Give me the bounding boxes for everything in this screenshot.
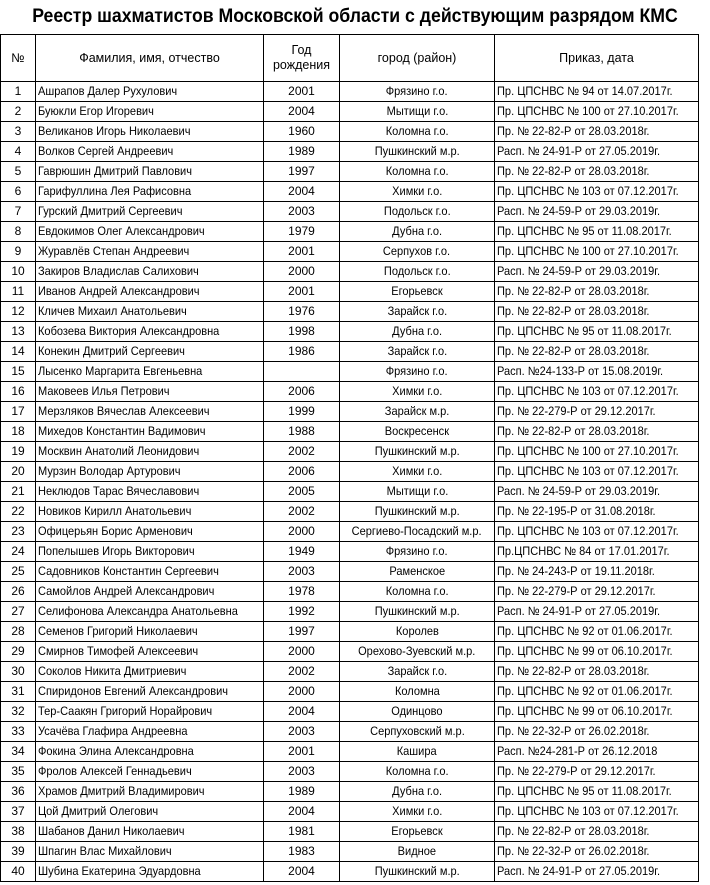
player-name: Гаврюшин Дмитрий Павлович — [36, 162, 264, 182]
birth-year: 1986 — [264, 342, 340, 362]
player-name: Смирнов Тимофей Алексеевич — [36, 642, 264, 662]
city-district: Орехово-Зуевский м.р. — [340, 642, 495, 662]
table-row — [1, 502, 699, 522]
city-district: Мытищи г.о. — [340, 102, 495, 122]
city-district: Дубна г.о. — [340, 322, 495, 342]
table-row — [1, 202, 699, 222]
table-row — [1, 302, 699, 322]
order-reference: Расп. № 24-59-Р от 29.03.2019г. — [495, 262, 699, 282]
player-name: Кличев Михаил Анатольевич — [36, 302, 264, 322]
order-reference: Пр. ЦПСНВС № 103 от 07.12.2017г. — [495, 382, 699, 402]
order-reference: Пр. ЦПСНВС № 103 от 07.12.2017г. — [495, 462, 699, 482]
order-reference: Пр. № 22-82-Р от 28.03.2018г. — [495, 662, 699, 682]
city-district: Зарайск г.о. — [340, 342, 495, 362]
city-district: Егорьевск — [340, 822, 495, 842]
birth-year: 2002 — [264, 662, 340, 682]
birth-year: 2003 — [264, 562, 340, 582]
birth-year: 2003 — [264, 762, 340, 782]
row-number: 34 — [1, 742, 36, 762]
birth-year: 2002 — [264, 442, 340, 462]
birth-year: 2004 — [264, 702, 340, 722]
order-reference: Расп. №24-281-Р от 26.12.2018 — [495, 742, 699, 762]
player-name: Москвин Анатолий Леонидович — [36, 442, 264, 462]
row-number: 23 — [1, 522, 36, 542]
row-number: 5 — [1, 162, 36, 182]
order-reference: Пр. ЦПСНВС № 103 от 07.12.2017г. — [495, 802, 699, 822]
birth-year: 1997 — [264, 622, 340, 642]
table-row — [1, 262, 699, 282]
table-row — [1, 742, 699, 762]
row-number: 15 — [1, 362, 36, 382]
table-row — [1, 282, 699, 302]
order-reference: Пр. № 22-82-Р от 28.03.2018г. — [495, 162, 699, 182]
row-number: 35 — [1, 762, 36, 782]
city-district: Химки г.о. — [340, 462, 495, 482]
player-name: Ашрапов Далер Рухулович — [36, 82, 264, 102]
order-reference: Расп. № 24-91-Р от 27.05.2019г. — [495, 862, 699, 882]
player-name: Спиридонов Евгений Александрович — [36, 682, 264, 702]
player-name: Закиров Владислав Салихович — [36, 262, 264, 282]
city-district: Коломна г.о. — [340, 122, 495, 142]
row-number: 6 — [1, 182, 36, 202]
birth-year: 1979 — [264, 222, 340, 242]
birth-year: 1976 — [264, 302, 340, 322]
table-row — [1, 342, 699, 362]
birth-year: 2006 — [264, 382, 340, 402]
table-row — [1, 122, 699, 142]
order-reference: Расп. № 24-91-Р от 27.05.2019г. — [495, 602, 699, 622]
row-number: 24 — [1, 542, 36, 562]
order-reference: Пр. ЦПСНВС № 95 от 11.08.2017г. — [495, 782, 699, 802]
row-number: 11 — [1, 282, 36, 302]
table-row — [1, 142, 699, 162]
table-row — [1, 442, 699, 462]
player-name: Шабанов Данил Николаевич — [36, 822, 264, 842]
table-header-row — [1, 35, 699, 82]
table-row — [1, 462, 699, 482]
birth-year: 2004 — [264, 802, 340, 822]
player-name: Великанов Игорь Николаевич — [36, 122, 264, 142]
city-district: Серпухов г.о. — [340, 242, 495, 262]
table-row — [1, 822, 699, 842]
row-number: 21 — [1, 482, 36, 502]
row-number: 4 — [1, 142, 36, 162]
city-district: Химки г.о. — [340, 802, 495, 822]
order-reference: Пр. ЦПСНВС № 92 от 01.06.2017г. — [495, 682, 699, 702]
table-row — [1, 222, 699, 242]
order-reference: Расп. №24-133-Р от 15.08.2019г. — [495, 362, 699, 382]
row-number: 32 — [1, 702, 36, 722]
table-row — [1, 102, 699, 122]
birth-year: 2001 — [264, 742, 340, 762]
city-district: Химки г.о. — [340, 182, 495, 202]
birth-year: 1978 — [264, 582, 340, 602]
city-district: Пушкинский м.р. — [340, 862, 495, 882]
order-reference: Пр. ЦПСНВС № 95 от 11.08.2017г. — [495, 222, 699, 242]
row-number: 36 — [1, 782, 36, 802]
order-reference: Пр. № 22-82-Р от 28.03.2018г. — [495, 122, 699, 142]
table-row — [1, 162, 699, 182]
table-row — [1, 522, 699, 542]
birth-year: 2003 — [264, 202, 340, 222]
header-name: Фамилия, имя, отчество — [36, 35, 264, 82]
table-row — [1, 642, 699, 662]
table-row — [1, 482, 699, 502]
table-row — [1, 662, 699, 682]
table-row — [1, 682, 699, 702]
table-row — [1, 542, 699, 562]
row-number: 39 — [1, 842, 36, 862]
birth-year: 2000 — [264, 262, 340, 282]
city-district: Сергиево-Посадский м.р. — [340, 522, 495, 542]
row-number: 33 — [1, 722, 36, 742]
row-number: 7 — [1, 202, 36, 222]
table-row — [1, 602, 699, 622]
city-district: Зарайск м.р. — [340, 402, 495, 422]
player-name: Маковеев Илья Петрович — [36, 382, 264, 402]
player-name: Шубина Екатерина Эдуардовна — [36, 862, 264, 882]
player-name: Попелышев Игорь Викторович — [36, 542, 264, 562]
player-name: Евдокимов Олег Александрович — [36, 222, 264, 242]
table-row — [1, 382, 699, 402]
city-district: Одинцово — [340, 702, 495, 722]
city-district: Раменское — [340, 562, 495, 582]
table-body — [1, 82, 699, 882]
order-reference: Пр.ЦПСНВС № 84 от 17.01.2017г. — [495, 542, 699, 562]
city-district: Подольск г.о. — [340, 202, 495, 222]
order-reference: Расп. № 24-59-Р от 29.03.2019г. — [495, 202, 699, 222]
player-name: Неклюдов Тарас Вячеславович — [36, 482, 264, 502]
birth-year: 2004 — [264, 862, 340, 882]
city-district: Мытищи г.о. — [340, 482, 495, 502]
row-number: 37 — [1, 802, 36, 822]
player-name: Семенов Григорий Николаевич — [36, 622, 264, 642]
city-district: Дубна г.о. — [340, 782, 495, 802]
birth-year: 1989 — [264, 142, 340, 162]
order-reference: Пр. № 22-32-Р от 26.02.2018г. — [495, 842, 699, 862]
player-name: Офицерьян Борис Арменович — [36, 522, 264, 542]
row-number: 22 — [1, 502, 36, 522]
order-reference: Расп. № 24-91-Р от 27.05.2019г. — [495, 142, 699, 162]
birth-year: 2005 — [264, 482, 340, 502]
row-number: 18 — [1, 422, 36, 442]
city-district: Фрязино г.о. — [340, 362, 495, 382]
table-row — [1, 762, 699, 782]
birth-year: 1949 — [264, 542, 340, 562]
birth-year: 1999 — [264, 402, 340, 422]
row-number: 17 — [1, 402, 36, 422]
order-reference: Пр. № 22-32-Р от 26.02.2018г. — [495, 722, 699, 742]
player-name: Самойлов Андрей Александрович — [36, 582, 264, 602]
player-name: Усачёва Глафира Андреевна — [36, 722, 264, 742]
player-name: Соколов Никита Дмитриевич — [36, 662, 264, 682]
order-reference: Пр. № 22-82-Р от 28.03.2018г. — [495, 282, 699, 302]
city-district: Видное — [340, 842, 495, 862]
table-row — [1, 402, 699, 422]
order-reference: Пр. ЦПСНВС № 94 от 14.07.2017г. — [495, 82, 699, 102]
player-name: Фокина Элина Александровна — [36, 742, 264, 762]
row-number: 13 — [1, 322, 36, 342]
birth-year: 2000 — [264, 642, 340, 662]
row-number: 26 — [1, 582, 36, 602]
player-name: Фролов Алексей Геннадьевич — [36, 762, 264, 782]
header-num: № — [1, 35, 36, 82]
row-number: 8 — [1, 222, 36, 242]
player-name: Селифонова Александра Анатольевна — [36, 602, 264, 622]
order-reference: Пр. ЦПСНВС № 100 от 27.10.2017г. — [495, 442, 699, 462]
row-number: 40 — [1, 862, 36, 882]
player-name: Буюкли Егор Игоревич — [36, 102, 264, 122]
table-row — [1, 862, 699, 882]
row-number: 12 — [1, 302, 36, 322]
table-row — [1, 702, 699, 722]
birth-year: 2000 — [264, 682, 340, 702]
order-reference: Пр. ЦПСНВС № 103 от 07.12.2017г. — [495, 182, 699, 202]
row-number: 30 — [1, 662, 36, 682]
birth-year: 2001 — [264, 82, 340, 102]
birth-year: 1992 — [264, 602, 340, 622]
birth-year: 1981 — [264, 822, 340, 842]
order-reference: Пр. ЦПСНВС № 92 от 01.06.2017г. — [495, 622, 699, 642]
table-row — [1, 82, 699, 102]
player-name: Новиков Кирилл Анатольевич — [36, 502, 264, 522]
city-district: Серпуховский м.р. — [340, 722, 495, 742]
table-row — [1, 422, 699, 442]
header-order: Приказ, дата — [495, 35, 699, 82]
order-reference: Пр. № 22-82-Р от 28.03.2018г. — [495, 342, 699, 362]
row-number: 16 — [1, 382, 36, 402]
order-reference: Пр. № 22-82-Р от 28.03.2018г. — [495, 302, 699, 322]
players-table — [0, 34, 699, 882]
city-district: Воскресенск — [340, 422, 495, 442]
order-reference: Пр. № 22-279-Р от 29.12.2017г. — [495, 582, 699, 602]
table-row — [1, 362, 699, 382]
page-title: Реестр шахматистов Московской области с действующим разрядом КМС — [32, 6, 678, 27]
table-row — [1, 722, 699, 742]
order-reference: Пр. № 22-82-Р от 28.03.2018г. — [495, 822, 699, 842]
birth-year: 2002 — [264, 502, 340, 522]
player-name: Храмов Дмитрий Владимирович — [36, 782, 264, 802]
order-reference: Пр. № 24-243-Р от 19.11.2018г. — [495, 562, 699, 582]
player-name: Михедов Константин Вадимович — [36, 422, 264, 442]
order-reference: Пр. ЦПСНВС № 100 от 27.10.2017г. — [495, 102, 699, 122]
table-row — [1, 842, 699, 862]
player-name: Мурзин Володар Артурович — [36, 462, 264, 482]
birth-year: 2000 — [264, 522, 340, 542]
order-reference: Пр. ЦПСНВС № 95 от 11.08.2017г. — [495, 322, 699, 342]
player-name: Конекин Дмитрий Сергеевич — [36, 342, 264, 362]
birth-year: 1989 — [264, 782, 340, 802]
player-name: Кобозева Виктория Александровна — [36, 322, 264, 342]
birth-year: 2001 — [264, 282, 340, 302]
row-number: 20 — [1, 462, 36, 482]
row-number: 29 — [1, 642, 36, 662]
city-district: Коломна г.о. — [340, 762, 495, 782]
city-district: Подольск г.о. — [340, 262, 495, 282]
table-row — [1, 182, 699, 202]
player-name: Лысенко Маргарита Евгеньевна — [36, 362, 264, 382]
player-name: Гурский Дмитрий Сергеевич — [36, 202, 264, 222]
row-number: 19 — [1, 442, 36, 462]
table-row — [1, 782, 699, 802]
birth-year: 1997 — [264, 162, 340, 182]
city-district: Коломна г.о. — [340, 582, 495, 602]
row-number: 38 — [1, 822, 36, 842]
player-name: Шпагин Влас Михайлович — [36, 842, 264, 862]
order-reference: Пр. ЦПСНВС № 99 от 06.10.2017г. — [495, 642, 699, 662]
birth-year — [264, 362, 340, 382]
city-district: Зарайск г.о. — [340, 302, 495, 322]
city-district: Коломна — [340, 682, 495, 702]
row-number: 14 — [1, 342, 36, 362]
order-reference: Пр. № 22-279-Р от 29.12.2017г. — [495, 402, 699, 422]
order-reference: Пр. ЦПСНВС № 103 от 07.12.2017г. — [495, 522, 699, 542]
city-district: Зарайск г.о. — [340, 662, 495, 682]
city-district: Пушкинский м.р. — [340, 502, 495, 522]
row-number: 25 — [1, 562, 36, 582]
header-city: город (район) — [340, 35, 495, 82]
birth-year: 2004 — [264, 102, 340, 122]
player-name: Журавлёв Степан Андреевич — [36, 242, 264, 262]
player-name: Волков Сергей Андреевич — [36, 142, 264, 162]
birth-year: 1960 — [264, 122, 340, 142]
birth-year: 1988 — [264, 422, 340, 442]
player-name: Иванов Андрей Александрович — [36, 282, 264, 302]
city-district: Егорьевск — [340, 282, 495, 302]
player-name: Цой Дмитрий Олегович — [36, 802, 264, 822]
table-row — [1, 562, 699, 582]
city-district: Коломна г.о. — [340, 162, 495, 182]
order-reference: Пр. № 22-195-Р от 31.08.2018г. — [495, 502, 699, 522]
player-name: Садовников Константин Сергеевич — [36, 562, 264, 582]
row-number: 27 — [1, 602, 36, 622]
order-reference: Пр. № 22-279-Р от 29.12.2017г. — [495, 762, 699, 782]
table-row — [1, 622, 699, 642]
city-district: Королев — [340, 622, 495, 642]
birth-year: 1998 — [264, 322, 340, 342]
city-district: Пушкинский м.р. — [340, 442, 495, 462]
birth-year: 2003 — [264, 722, 340, 742]
player-name: Гарифуллина Лея Рафисовна — [36, 182, 264, 202]
order-reference: Расп. № 24-59-Р от 29.03.2019г. — [495, 482, 699, 502]
city-district: Кашира — [340, 742, 495, 762]
table-row — [1, 582, 699, 602]
player-name: Мерзляков Вячеслав Алексеевич — [36, 402, 264, 422]
order-reference: Пр. ЦПСНВС № 100 от 27.10.2017г. — [495, 242, 699, 262]
player-name: Тер-Саакян Григорий Норайрович — [36, 702, 264, 722]
city-district: Дубна г.о. — [340, 222, 495, 242]
row-number: 2 — [1, 102, 36, 122]
city-district: Фрязино г.о. — [340, 82, 495, 102]
header-year: Год рождения — [264, 35, 340, 82]
city-district: Химки г.о. — [340, 382, 495, 402]
row-number: 10 — [1, 262, 36, 282]
city-district: Пушкинский м.р. — [340, 602, 495, 622]
birth-year: 2004 — [264, 182, 340, 202]
city-district: Пушкинский м.р. — [340, 142, 495, 162]
table-row — [1, 322, 699, 342]
row-number: 28 — [1, 622, 36, 642]
birth-year: 1983 — [264, 842, 340, 862]
birth-year: 2001 — [264, 242, 340, 262]
city-district: Фрязино г.о. — [340, 542, 495, 562]
table-row — [1, 242, 699, 262]
birth-year: 2006 — [264, 462, 340, 482]
table-row — [1, 802, 699, 822]
row-number: 3 — [1, 122, 36, 142]
row-number: 1 — [1, 82, 36, 102]
order-reference: Пр. № 22-82-Р от 28.03.2018г. — [495, 422, 699, 442]
row-number: 9 — [1, 242, 36, 262]
row-number: 31 — [1, 682, 36, 702]
order-reference: Пр. ЦПСНВС № 99 от 06.10.2017г. — [495, 702, 699, 722]
